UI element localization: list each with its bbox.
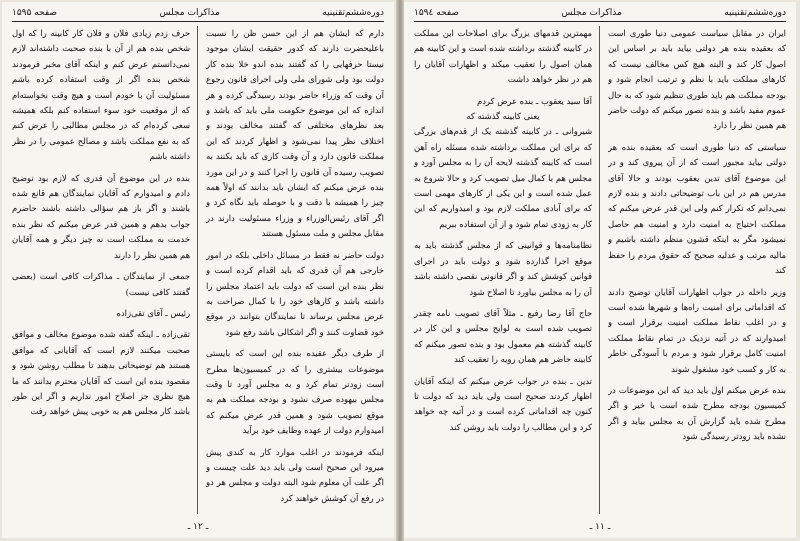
right-column-divider xyxy=(599,26,600,514)
text-paragraph: تقی‌زاده ـ اینکه گفته شده موضوع مخالف و موافق صحبت میکنند لازم است که آقایانی که موافق هستند هم توضیحاتی بدهند تا مطلب روشن شود و مقصود بنده این است که آقایان محترم بدانند که ما هیچ نظری جز اصلاح امور نداریم و اگر این طور باشد کار مجلس هم به خوبی پیش خواهد رفت xyxy=(12,329,190,417)
text-paragraph: دارم که ایشان هم از این حسن ظن را نسبت باعلیحضرت دارند که کدور حقیقت ایشان موجود نیستا حرفهایی را که گفتند بنده اندو خلا بنده کار دولت بود ولی شورای ملی ولی اجرای قانون رجوع آن وقت که وزراء حاضر بودند رسیدگی کرده و هر اندازه که این موضوع حکومت ملی باید که باشد و بعد نظرهای مختلفی که گفتند مخالف بودند و اختلاف نظر پیدا نمی‌شود و اظهار کردند که این مملکت قانون دارد و آن وقت کاری که باید بکنند به تصویب رسیده آن قانون را اجرا کنند و در این مورد بنده عرض میکنم که ایشان باید بدانند که اولاً همه چیز را همیشه با دقت و با حوصله باید نگاه کرد و اگر آقای رئیس‌الوزراء و وزراء مسئولیت دارند در مقابل مجلس و ملت مسئول هستند xyxy=(206,28,384,239)
right-page-column-right xyxy=(608,26,786,514)
right-header-session: دوره‌ششم‌تقنینیه xyxy=(724,8,786,18)
text-paragraph: آقا سید یعقوب ـ بنده عرض کردم xyxy=(477,95,592,106)
left-page-footer: ـ ۱۲ ـ xyxy=(187,522,209,532)
right-page-footer: ـ ۱۱ ـ xyxy=(589,522,611,532)
text-paragraph: بنده عرض میکنم اول باید دید که این موضوعات در کمیسیون بودجه مطرح شده است یا خیر و اگر مطرح شده باید گزارش آن به مجلس بیاید و اگر نشده باید زودتر رسیدگی شود xyxy=(608,384,786,442)
left-page-header xyxy=(12,6,384,20)
right-header-title: مذاکرات مجلس xyxy=(561,8,622,18)
right-page-header xyxy=(414,6,786,20)
left-header-title: مذاکرات مجلس xyxy=(159,8,220,18)
left-header-page-number: صفحه ۱۵۹۵ xyxy=(12,8,58,18)
left-header-rule xyxy=(12,21,384,22)
right-header-page-number: صفحه ۱۵۹٤ xyxy=(414,8,460,18)
right-header-rule xyxy=(414,21,786,22)
text-paragraph: اینکه فرمودند در اغلب موارد کار به کندی پیش میرود این صحیح است ولی باید دید علت چیست و اگر علت آن معلوم شود البته دولت و مجلس هر دو در رفع آن کوشش خواهند کرد xyxy=(206,446,384,503)
text-paragraph: رئیس ـ آقای تقی‌زاده xyxy=(116,307,190,318)
text-paragraph: جمعی از نمایندگان ـ مذاکرات کافی است (بعضی گفتند کافی نیست) xyxy=(12,271,190,297)
left-column-divider xyxy=(197,26,198,514)
left-page xyxy=(2,2,394,538)
book-gutter xyxy=(396,0,404,541)
text-paragraph: وزیر داخله در جواب اظهارات آقایان توضیح دادند که اقداماتی برای امنیت راه‌ها و شهرها شده است و در اغلب نقاط مملکت امنیت برقرار است و امیدوارند که در آتیه نزدیک در تمام نقاط مملکت امنیت کامل برقرار شود و مردم با آسودگی خاطر به کار و کسب خود مشغول شوند xyxy=(608,286,786,374)
left-page-column-left xyxy=(12,26,190,514)
text-paragraph: بنده در این موضوع آن قدری که لازم بود توضیح دادم و امیدوارم که آقایان نمایندگان هم قانع شده باشند و اگر باز هم سؤالی داشته باشند حاضرم جواب بدهم و همین قدر عرض میکنم که نظر بنده خدمت به مملکت است نه چیز دیگر و همه آقایان هم همین نظر را دارند xyxy=(12,172,190,260)
section-heading: یعنی کابینه گذشته که xyxy=(466,111,540,122)
text-paragraph: حاج آقا رضا رفیع ـ مثلاً آقای تصویب نامه چقدر تصویب شده است به لوایح مجلس و این کار در کابینه گذشته هم معمول بود و بنده تصور میکنم که کابینه حاضر هم همان رویه را تعقیب کند xyxy=(414,307,592,365)
right-page xyxy=(404,2,796,538)
text-paragraph: تدین ـ بنده در جواب عرض میکنم که اینکه آقایان اظهار کردند صحیح است ولی باید دید که دولت تا کنون چه اقداماتی کرده است و در آتیه چه خواهد کرد و این مطالب را دولت باید روشن کند xyxy=(414,375,592,432)
text-paragraph: حرف زدم زیادی فلان و فلان کار کابینه را که اول شخص بنده هم از آن با بنده صحبت داشته‌اند لازم نمی‌دانستم عرض کنم و اینکه آقای مخبر فرمودند شخص بنده اگر از وقت استفاده کرده باشم مسئولیت آن با خودم است و هیچ وقت نخواسته‌ام که از موقعیت خود سوء استفاده کنم بلکه همیشه سعی کرده‌ام که در مجلس مطالبی را عرض کنم که به نفع مملکت باشد و مصالح عمومی را در نظر داشته باشم xyxy=(12,28,190,162)
right-page-column-left xyxy=(414,26,592,514)
text-paragraph: از طرف دیگر عقیده بنده این است که بایستی موضوعات بیشتری را که در کمیسیون‌ها مطرح است زودتر تمام کرد و به مجلس آورد تا وقت مجلس بیهوده صرف نشود و بودجه مملکت هم به موقع تصویب شود و همین قدر عرض میکنم که امیدوارم دولت از عهده وظایف خود برآید xyxy=(206,348,384,436)
left-page-column-right xyxy=(206,26,384,514)
left-header-session: دوره‌ششم‌تقنینیه xyxy=(322,8,384,18)
text-paragraph: ایران در مقابل سیاست عمومی دنیا طوری است که بعقیده بنده هر دولتی بیاید باید بر اساس این اصول کار کند و البته هیچ کس مخالف نیست که کارهای مملکت باید با نظم و ترتیب انجام شود و بودجه مملکت هم باید طوری تنظیم شود که به حال عموم مفید باشد و بنده تصور میکنم که دولت حاضر هم همین نظر را دارد xyxy=(608,28,786,131)
text-paragraph: مهمترین قدمهای بزرگ برای اصلاحات این مملکت در کابینه گذشته برداشته شده است و این کابینه هم همان اصول را تعقیب میکند و اظهارات آقایان را هم در نظر خواهد داشت xyxy=(414,28,592,85)
text-paragraph: نظامنامه‌ها و قوانینی که از مجلس گذشته باید به موقع اجرا گذارده شود و دولت باید در اجرای قوانین کوشش کند و اگر قانونی نقصی داشته باشد آن را به مجلس بیاورد تا اصلاح شود xyxy=(414,240,592,297)
text-paragraph: شیروانی ـ در کابینه گذشته یک از قدم‌های بزرگی که برای این مملکت برداشته شده مسئله راه آهن است که کابینه گذشته لایحه آن را به مجلس آورد و مجلس هم با کمال میل تصویب کرد و حالا شروع به عمل شده است و این یکی از کارهای مهمی است که برای آبادی مملکت لازم بود و امیدواریم که این کار به زودی تمام شود و از آن استفاده ببریم xyxy=(414,126,592,229)
text-paragraph: دولت حاضر نه فقط در مسائل داخلی بلکه در امور خارجی هم آن قدری که باید اقدام کرده است و نظر بنده این است که دولت باید اعتماد مجلس را داشته باشد و کارهای خود را با کمال صراحت به عرض مجلس برساند تا نمایندگان بتوانند در موقع خود قضاوت کنند و اگر اشکالی باشد رفع شود xyxy=(206,249,384,337)
text-paragraph: سیاستی که دنیا طوری است که بعقیده بنده هر دولتی بیاید مجبور است که از آن پیروی کند و در این موضوع آقای تدین یعقوب بودند و حالا آقای مدرس هم در این باب توضیحاتی دادند و بنده لازم نمی‌دانم که تکرار کنم ولی این قدر عرض میکنم که مملکت احتیاج به امنیت دارد و امنیت هم حاصل نمیشود مگر به اینکه قشون منظم داشته باشیم و مالیه مرتب و عدلیه صحیح که حقوق مردم را حفظ کند xyxy=(608,141,786,276)
